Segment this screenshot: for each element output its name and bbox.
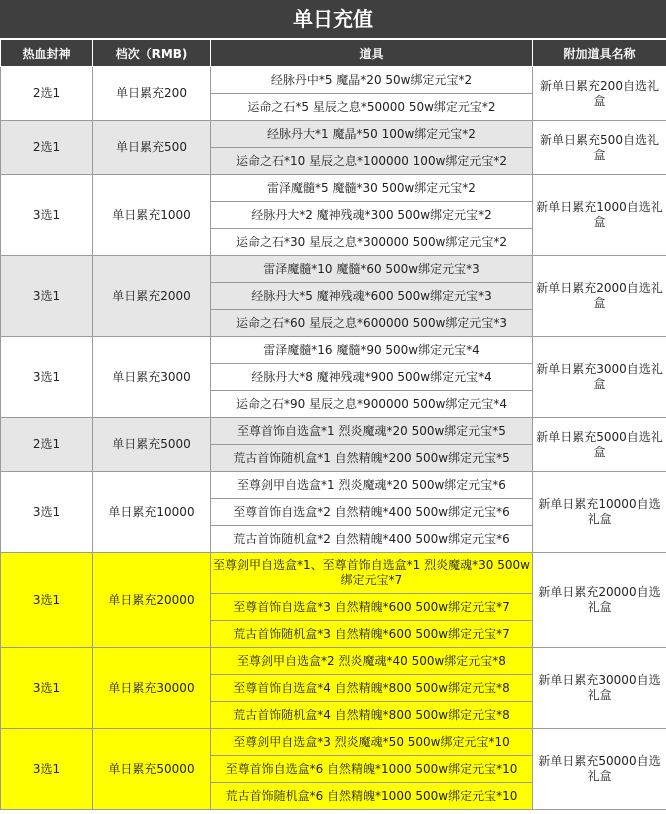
table-row [1,337,666,364]
table-row [1,472,666,499]
item-cell: 至尊首饰自选盒*4 自然精魄*800 500w绑定元宝*8 [211,675,533,702]
table-row [1,175,666,202]
item-cell: 荒古首饰随机盒*4 自然精魄*800 500w绑定元宝*8 [211,702,533,729]
choice-cell: 3选1 [1,729,93,810]
tier-cell: 单日累充20000 [93,553,211,648]
header-tier: 档次（RMB) [93,40,211,67]
tier-cell: 单日累充10000 [93,472,211,553]
choice-cell: 2选1 [1,121,93,175]
extra-cell: 新单日累充20000自选礼盒 [533,553,666,648]
item-cell: 至尊首饰自选盒*2 自然精魄*400 500w绑定元宝*6 [211,499,533,526]
header-extra: 附加道具名称 [533,40,666,67]
tier-cell: 单日累充5000 [93,418,211,472]
extra-cell: 新单日累充500自选礼盒 [533,121,666,175]
choice-cell: 3选1 [1,648,93,729]
tier-cell: 单日累充3000 [93,337,211,418]
choice-cell: 3选1 [1,472,93,553]
extra-cell: 新单日累充200自选礼盒 [533,67,666,121]
item-cell: 雷泽魔髓*5 魔髓*30 500w绑定元宝*2 [211,175,533,202]
tier-cell: 单日累充1000 [93,175,211,256]
item-cell: 经脉丹大*8 魔神残魂*900 500w绑定元宝*4 [211,364,533,391]
item-cell: 至尊首饰自选盒*6 自然精魄*1000 500w绑定元宝*10 [211,756,533,783]
extra-cell: 新单日累充10000自选礼盒 [533,472,666,553]
item-cell: 运命之石*10 星辰之息*100000 100w绑定元宝*2 [211,148,533,175]
tier-cell: 单日累充30000 [93,648,211,729]
choice-cell: 3选1 [1,256,93,337]
table-row [1,648,666,675]
choice-cell: 3选1 [1,337,93,418]
item-cell: 至尊剑甲自选盒*1、至尊首饰自选盒*1 烈炎魔魂*30 500w绑定元宝*7 [211,553,533,594]
item-cell: 运命之石*90 星辰之息*900000 500w绑定元宝*4 [211,391,533,418]
item-cell: 荒古首饰随机盒*6 自然精魄*1000 500w绑定元宝*10 [211,783,533,810]
item-cell: 运命之石*5 星辰之息*50000 50w绑定元宝*2 [211,94,533,121]
extra-cell: 新单日累充30000自选礼盒 [533,648,666,729]
table-row [1,418,666,445]
item-cell: 经脉丹中*5 魔晶*20 50w绑定元宝*2 [211,67,533,94]
item-cell: 至尊首饰自选盒*3 自然精魄*600 500w绑定元宝*7 [211,594,533,621]
choice-cell: 2选1 [1,418,93,472]
item-cell: 荒古首饰随机盒*3 自然精魄*600 500w绑定元宝*7 [211,621,533,648]
header-choice: 热血封神 [1,40,93,67]
table-title: 单日充值 [0,0,666,39]
table-row [1,553,666,594]
choice-cell: 3选1 [1,175,93,256]
extra-cell: 新单日累充50000自选礼盒 [533,729,666,810]
item-cell: 至尊首饰自选盒*1 烈炎魔魂*20 500w绑定元宝*5 [211,418,533,445]
table-body [1,67,666,810]
item-cell: 至尊剑甲自选盒*1 烈炎魔魂*20 500w绑定元宝*6 [211,472,533,499]
extra-cell: 新单日累充5000自选礼盒 [533,418,666,472]
item-cell: 经脉丹大*5 魔神残魂*600 500w绑定元宝*3 [211,283,533,310]
tier-cell: 单日累充200 [93,67,211,121]
choice-cell: 3选1 [1,553,93,648]
tier-cell: 单日累充500 [93,121,211,175]
table-row [1,121,666,148]
item-cell: 荒古首饰随机盒*1 自然精魄*200 500w绑定元宝*5 [211,445,533,472]
extra-cell: 新单日累充1000自选礼盒 [533,175,666,256]
choice-cell: 2选1 [1,67,93,121]
header-items: 道具 [211,40,533,67]
extra-cell: 新单日累充2000自选礼盒 [533,256,666,337]
tier-cell: 单日累充50000 [93,729,211,810]
item-cell: 经脉丹大*1 魔晶*50 100w绑定元宝*2 [211,121,533,148]
table-row [1,67,666,94]
item-cell: 至尊剑甲自选盒*3 烈炎魔魂*50 500w绑定元宝*10 [211,729,533,756]
header-row [1,40,666,67]
item-cell: 经脉丹大*2 魔神残魂*300 500w绑定元宝*2 [211,202,533,229]
item-cell: 雷泽魔髓*10 魔髓*60 500w绑定元宝*3 [211,256,533,283]
recharge-table [0,39,666,810]
extra-cell: 新单日累充3000自选礼盒 [533,337,666,418]
item-cell: 运命之石*30 星辰之息*300000 500w绑定元宝*2 [211,229,533,256]
table-row [1,256,666,283]
item-cell: 雷泽魔髓*16 魔髓*90 500w绑定元宝*4 [211,337,533,364]
item-cell: 荒古首饰随机盒*2 自然精魄*400 500w绑定元宝*6 [211,526,533,553]
table-row [1,729,666,756]
tier-cell: 单日累充2000 [93,256,211,337]
item-cell: 运命之石*60 星辰之息*600000 500w绑定元宝*3 [211,310,533,337]
item-cell: 至尊剑甲自选盒*2 烈炎魔魂*40 500w绑定元宝*8 [211,648,533,675]
